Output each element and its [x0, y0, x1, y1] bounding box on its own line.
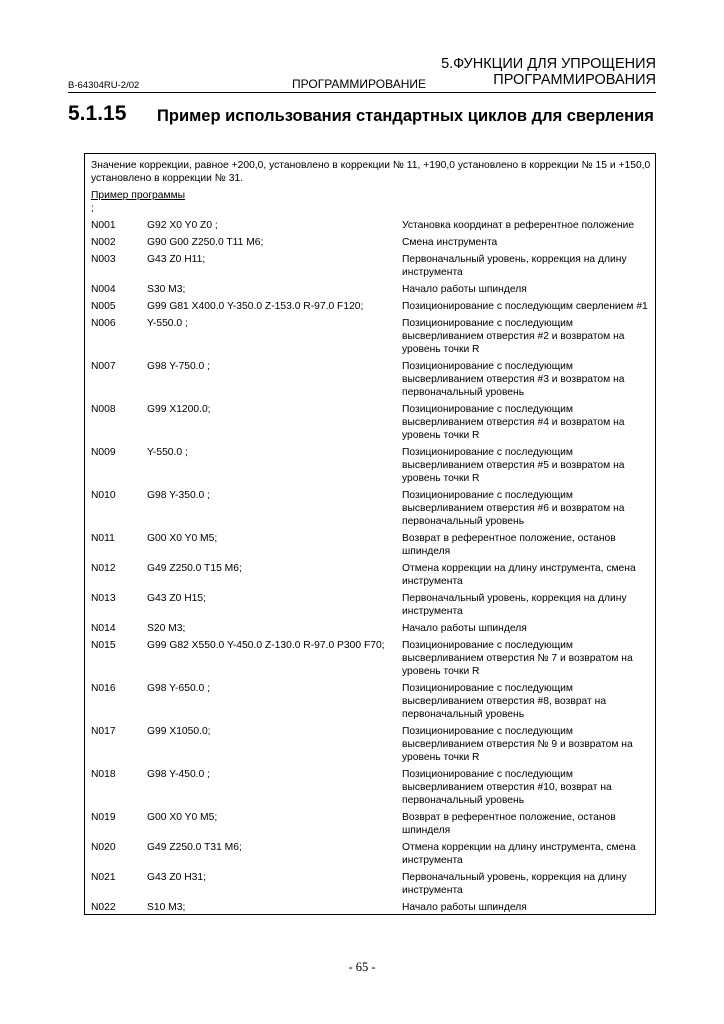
command-description: Отмена коррекции на длину инструмента, смена инструмента	[402, 563, 636, 587]
command-description: Позиционирование с последующим высверливанием отверстия #5 и возвратом на уровень точки R	[402, 447, 625, 484]
block-number: N002	[91, 237, 116, 248]
chapter-title-line2: ПРОГРАММИРОВАНИЯ	[493, 72, 656, 88]
command-description: Первоначальный уровень, коррекция на длину инструмента	[402, 593, 627, 617]
program-row	[91, 283, 651, 296]
program-row	[91, 317, 651, 356]
command-description: Первоначальный уровень, коррекция на длину инструмента	[402, 872, 627, 896]
command-description: Позиционирование с последующим высверливанием отверстия #10, возврат на первоначальный уровень	[402, 769, 612, 806]
command-description: Смена инструмента	[402, 237, 498, 248]
gcode-command: G90 G00 Z250.0 T11 M6;	[147, 237, 264, 248]
gcode-command: G43 Z0 H11;	[147, 254, 206, 265]
program-row	[91, 841, 651, 867]
program-row	[91, 489, 651, 528]
block-number: N022	[91, 902, 116, 913]
block-number: N020	[91, 842, 116, 853]
block-number: N006	[91, 318, 116, 329]
program-example-box	[84, 153, 656, 915]
gcode-command: G00 X0 Y0 M5;	[147, 812, 218, 823]
program-row	[91, 562, 651, 588]
gcode-command: G99 G81 X400.0 Y-350.0 Z-153.0 R-97.0 F120;	[147, 301, 364, 312]
gcode-command: G99 G82 X550.0 Y-450.0 Z-130.0 R-97.0 P300 F70;	[147, 640, 385, 651]
program-row	[91, 532, 651, 558]
block-number: N001	[91, 220, 116, 231]
program-row	[91, 682, 651, 721]
gcode-command: S30 M3;	[147, 284, 186, 295]
command-description: Позиционирование с последующим высверливанием отверстия № 7 и возвратом на уровень точки R	[402, 640, 633, 677]
gcode-command: G00 X0 Y0 M5;	[147, 533, 218, 544]
header-divider	[68, 92, 656, 93]
section-number: 5.1.15	[68, 102, 127, 125]
command-description: Позиционирование с последующим высверливанием отверстия № 9 и возвратом на уровень точки R	[402, 726, 633, 763]
command-description: Позиционирование с последующим высверливанием отверстия #4 и возвратом на уровень точки R	[402, 404, 625, 441]
gcode-command: G49 Z250.0 T31 M6;	[147, 842, 242, 853]
page-number: - 65 -	[348, 960, 376, 974]
program-row	[91, 236, 651, 249]
block-number: N003	[91, 254, 116, 265]
gcode-command: G49 Z250.0 T15 M6;	[147, 563, 242, 574]
block-number: N010	[91, 490, 116, 501]
block-number: N017	[91, 726, 116, 737]
gcode-command: Y-550.0 ;	[147, 318, 188, 329]
command-description: Начало работы шпинделя	[402, 902, 527, 913]
block-number: N008	[91, 404, 116, 415]
program-row	[91, 871, 651, 897]
command-description: Позиционирование с последующим высверливанием отверстия #3 и возвратом на первоначальный уровень	[402, 361, 625, 398]
block-number: N019	[91, 812, 116, 823]
command-description: Позиционирование с последующим сверлением #1	[402, 301, 648, 312]
program-row	[91, 403, 651, 442]
command-description: Начало работы шпинделя	[402, 623, 527, 634]
offset-description: Значение коррекции, равное +200,0, установлено в коррекции № 11, +190,0 установлено в коррекции № 15 и +150,0 установлено в коррекции № 31.	[91, 160, 651, 184]
command-description: Установка координат в референтное положение	[402, 220, 635, 231]
block-number: N021	[91, 872, 116, 883]
document-id: B-64304RU-2/02	[68, 80, 140, 91]
command-description: Возврат в референтное положение, останов шпинделя	[402, 533, 616, 557]
command-description: Начало работы шпинделя	[402, 284, 527, 295]
block-number: N009	[91, 447, 116, 458]
chapter-title	[441, 56, 656, 88]
command-description: Позиционирование с последующим высверливанием отверстия #8, возврат на первоначальный уровень	[402, 683, 607, 720]
block-number: N015	[91, 640, 116, 651]
block-number: N016	[91, 683, 116, 694]
command-description: Позиционирование с последующим высверливанием отверстия #2 и возвратом на уровень точки R	[402, 318, 625, 355]
gcode-command: G99 X1050.0;	[147, 726, 211, 737]
block-number: N007	[91, 361, 116, 372]
program-row	[91, 253, 651, 279]
program-row	[91, 300, 651, 313]
header-section: ПРОГРАММИРОВАНИЕ	[292, 77, 426, 91]
program-row	[91, 360, 651, 399]
command-description: Возврат в референтное положение, останов шпинделя	[402, 812, 616, 836]
gcode-command: Y-550.0 ;	[147, 447, 188, 458]
gcode-command: S10 M3;	[147, 902, 186, 913]
program-row	[91, 811, 651, 837]
program-start-semicolon: ;	[91, 203, 94, 214]
command-description: Первоначальный уровень, коррекция на длину инструмента	[402, 254, 627, 278]
program-row	[91, 592, 651, 618]
gcode-command: S20 M3;	[147, 623, 186, 634]
block-number: N004	[91, 284, 116, 295]
gcode-command: G43 Z0 H15;	[147, 593, 206, 604]
block-number: N013	[91, 593, 116, 604]
gcode-command: G98 Y-750.0 ;	[147, 361, 210, 372]
program-row	[91, 639, 651, 678]
gcode-command: G98 Y-450.0 ;	[147, 769, 210, 780]
program-row	[91, 446, 651, 485]
gcode-command: G92 X0 Y0 Z0 ;	[147, 220, 218, 231]
program-row	[91, 768, 651, 807]
gcode-command: G43 Z0 H31;	[147, 872, 206, 883]
block-number: N018	[91, 769, 116, 780]
gcode-command: G98 Y-350.0 ;	[147, 490, 210, 501]
example-program-label: Пример программы	[91, 190, 186, 201]
gcode-command: G99 X1200.0;	[147, 404, 211, 415]
block-number: N011	[91, 533, 115, 544]
command-description: Отмена коррекции на длину инструмента, смена инструмента	[402, 842, 636, 866]
program-row	[91, 622, 651, 635]
program-row	[91, 725, 651, 764]
program-listing	[91, 219, 651, 914]
chapter-title-line1: 5.ФУНКЦИИ ДЛЯ УПРОЩЕНИЯ	[441, 56, 656, 72]
program-row	[91, 901, 651, 914]
block-number: N005	[91, 301, 116, 312]
gcode-command: G98 Y-650.0 ;	[147, 683, 210, 694]
section-title: Пример использования стандартных циклов для сверления	[157, 107, 654, 125]
program-row	[91, 219, 651, 232]
block-number: N014	[91, 623, 116, 634]
command-description: Позиционирование с последующим высверливанием отверстия #6 и возвратом на первоначальный уровень	[402, 490, 625, 527]
block-number: N012	[91, 563, 116, 574]
